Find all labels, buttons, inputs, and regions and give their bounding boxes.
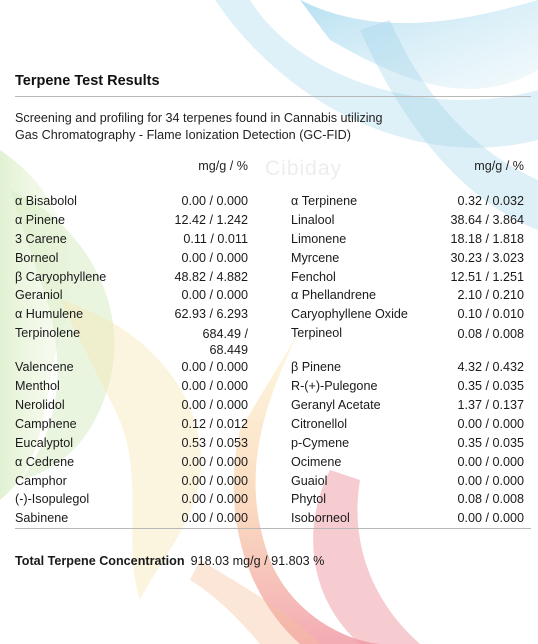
terpene-name: Camphor [15,473,67,488]
terpene-value: 2.10 / 0.210 [457,288,524,303]
terpene-name: Ocimene [291,454,342,469]
report-description [15,110,515,143]
watermark-text: Cibiday [265,157,343,180]
page-title: Terpene Test Results [15,73,160,89]
terpene-value: 0.08 / 0.008 [457,327,524,342]
terpene-name: Linalool [291,212,335,227]
table-row [291,492,524,511]
unit-header-left: mg/g / % [198,159,248,173]
terpene-name: 3 Carene [15,231,67,246]
terpene-name: R-(+)-Pulegone [291,379,378,394]
terpene-value: 0.35 / 0.035 [457,435,524,450]
table-row [291,455,524,474]
terpene-value: 0.32 / 0.032 [457,194,524,208]
table-row [291,232,524,251]
terpene-value: 0.00 / 0.000 [181,398,248,413]
description-line: Screening and profiling for 34 terpenes found in Cannabis utilizing [15,111,383,125]
terpene-name: α Pinene [15,212,65,227]
table-row [291,417,524,436]
terpene-name: Fenchol [291,269,336,284]
terpene-value: 38.64 / 3.864 [450,212,524,227]
terpene-value: 4.32 / 0.432 [457,360,524,375]
terpene-name: α Terpinene [291,194,358,208]
table-bottom-divider [15,528,531,529]
terpene-value: 0.00 / 0.000 [181,473,248,488]
terpene-value: 0.53 / 0.053 [181,435,248,450]
terpene-value: 0.00 / 0.000 [181,511,248,526]
table-row [15,436,248,455]
terpene-name: Myrcene [291,250,340,265]
terpene-name: p-Cymene [291,435,350,450]
terpene-name: α Humulene [15,307,84,322]
table-row [15,492,248,511]
table-row [15,288,248,307]
terpene-name: Borneol [15,250,59,265]
table-row [15,417,248,436]
terpene-name: Phytol [291,492,327,507]
terpene-name: β Pinene [291,360,341,375]
terpene-value: 0.12 / 0.012 [181,416,248,431]
total-label: Total Terpene Concentration [15,554,185,568]
terpene-name: Caryophyllene Oxide [291,307,408,322]
terpene-value: 62.93 / 6.293 [174,307,248,322]
table-row [15,270,248,289]
table-row [15,194,248,213]
terpene-name: Limonene [291,231,347,246]
terpene-column-left [15,194,248,530]
table-row [291,213,524,232]
table-row [15,379,248,398]
terpene-value: 0.11 / 0.011 [183,231,248,246]
table-row [291,379,524,398]
terpene-value: 0.00 / 0.000 [181,360,248,375]
terpene-value: 12.42 / 1.242 [174,212,248,227]
table-row [291,474,524,493]
terpene-value: 0.00 / 0.000 [181,250,248,265]
terpene-name: Guaiol [291,473,328,488]
table-row [291,288,524,307]
table-row [15,307,248,326]
terpene-name: α Cedrene [15,454,75,469]
terpene-value: 0.00 / 0.000 [457,511,524,526]
terpene-name: Terpinolene [15,326,81,341]
terpene-name: Citronellol [291,416,347,431]
table-row [15,455,248,474]
table-row [291,398,524,417]
terpene-name: Terpineol [291,326,343,341]
title-divider [15,96,531,97]
terpene-name: Nerolidol [15,398,65,413]
terpene-name: Isoborneol [291,511,350,526]
terpene-name: Geraniol [15,288,63,303]
terpene-name: Menthol [15,379,60,394]
table-row [291,307,524,326]
total-value: 918.03 mg/g / 91.803 % [190,554,325,568]
table-row [291,436,524,455]
table-row [15,360,248,379]
unit-header-right: mg/g / % [474,159,524,173]
terpene-value: 18.18 / 1.818 [450,231,524,246]
terpene-value: 0.35 / 0.035 [457,379,524,394]
terpene-name: Geranyl Acetate [291,398,381,413]
table-row [15,326,248,360]
table-row [15,474,248,493]
terpene-value: 0.00 / 0.000 [181,194,248,208]
terpene-name: Sabinene [15,511,69,526]
terpene-value: 0.00 / 0.000 [457,416,524,431]
table-row [291,360,524,379]
terpene-value: 0.00 / 0.000 [181,492,248,507]
terpene-name: β Caryophyllene [15,269,107,284]
terpene-value: 12.51 / 1.251 [450,269,524,284]
table-row [15,232,248,251]
description-line: Gas Chromatography - Flame Ionization Detection (GC-FID) [15,127,351,142]
terpene-name: α Bisabolol [15,194,77,208]
terpene-value: 0.00 / 0.000 [457,454,524,469]
terpene-name: (-)-Isopulegol [15,492,90,507]
terpene-name: Camphene [15,416,77,431]
terpene-column-right [291,194,524,530]
terpene-value: 1.37 / 0.137 [457,398,524,413]
terpene-value: 0.00 / 0.000 [181,379,248,394]
terpene-value: 48.82 / 4.882 [174,269,248,284]
terpene-value: 30.23 / 3.023 [450,250,524,265]
table-row [15,251,248,270]
table-row [291,251,524,270]
total-concentration [15,554,324,568]
table-row [15,398,248,417]
terpene-value: 684.49 / 68.449 [202,327,248,358]
terpene-value: 0.00 / 0.000 [457,473,524,488]
terpene-value: 0.08 / 0.008 [457,492,524,507]
table-row [291,194,524,213]
terpene-name: Eucalyptol [15,435,74,450]
terpene-value: 0.00 / 0.000 [181,454,248,469]
table-row [291,326,524,360]
terpene-value: 0.10 / 0.010 [457,307,524,322]
table-row [291,270,524,289]
table-row [15,213,248,232]
terpene-name: Valencene [15,360,74,375]
terpene-value: 0.00 / 0.000 [181,288,248,303]
terpene-name: α Phellandrene [291,288,377,303]
